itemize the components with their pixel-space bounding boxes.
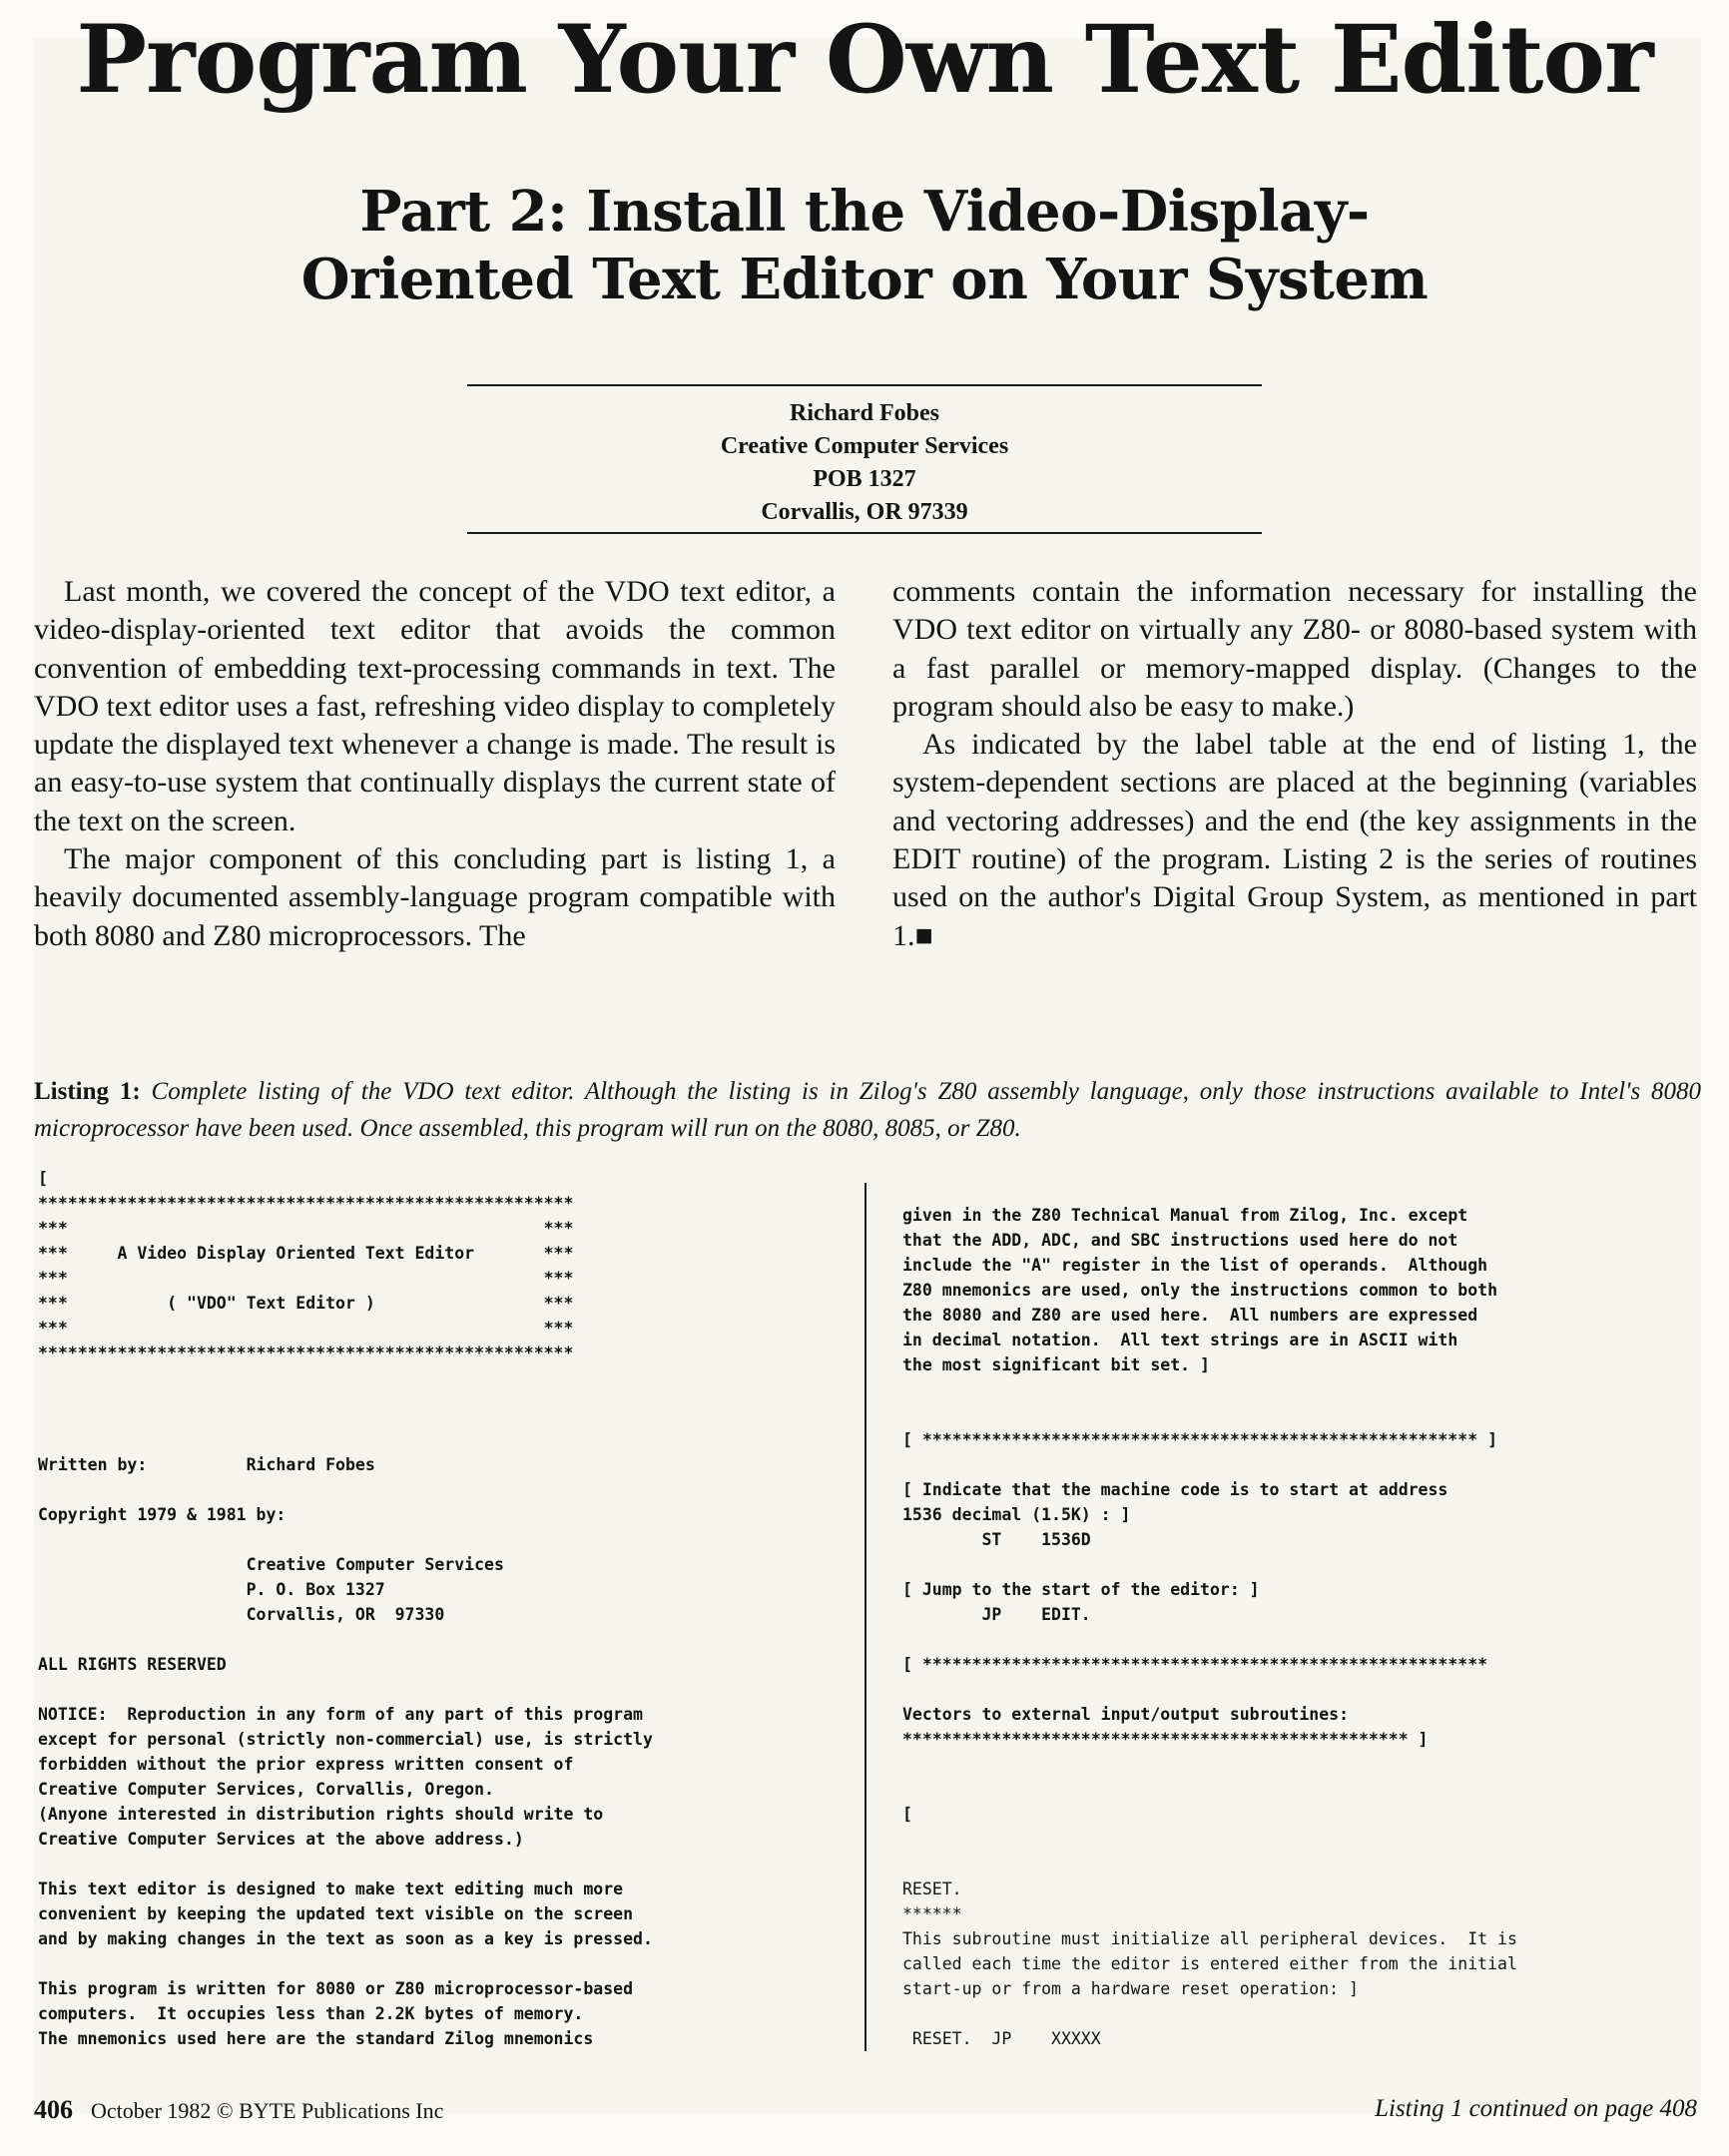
page-number: 406 — [34, 2095, 73, 2124]
article-title: Program Your Own Text Editor — [76, 5, 1653, 115]
body-paragraph: comments contain the information necessary for installing the VDO text editor on virtually any Z80- or 8080-based system with a fast parallel or memory-mapped display. (Changes to the program should also be easy to make.) — [892, 575, 1697, 723]
listing-caption — [34, 1073, 1701, 1147]
code-vectors: Vectors to external input/output subroutines: *************************************************** ] — [902, 1705, 1429, 1749]
bottom-rule — [467, 532, 1262, 534]
code-given: given in the Z80 Technical Manual from Zilog, Inc. except that the ADD, ADC, and SBC instructions used here do not include the "A" register in the list of operands. Although Z80 mnemonics are used, only the instructions common to both the 8080 and Z80 are used here. All numbers are expressed in decimal notation. All text strings are in ASCII with the most significant bit set. ] — [902, 1206, 1498, 1374]
body-paragraph: Last month, we covered the concept of the VDO text editor, a video-display-oriented text editor that avoids the common convention of embedding text-processing commands in text. The VDO text editor uses a fast, refreshing video display to completely update the displayed text whenever a change is made. The result is an easy-to-use system that continually displays the current state of the text on the screen. — [34, 575, 836, 837]
code-address: Creative Computer Services P. O. Box 1327 Corvallis, OR 97330 — [246, 1555, 504, 1624]
top-rule — [467, 384, 1262, 386]
code-bracket: [ — [902, 1805, 912, 1824]
code-jump: [ Jump to the start of the editor: ] JP EDIT. — [902, 1580, 1260, 1624]
footer-left — [34, 2096, 443, 2125]
subtitle-line-1: Part 2: Install the Video-Display- — [359, 179, 1370, 245]
code-design: This text editor is designed to make text editing much more convenient by keeping the updated text visible on the screen and by making changes in the text as soon as a key is pressed. — [38, 1880, 653, 1948]
code-copyright: Copyright 1979 & 1981 by: — [38, 1505, 287, 1524]
code-stars-1: [ ******************************************************** ] — [902, 1430, 1498, 1449]
author-name: Richard Fobes — [790, 400, 939, 426]
listing-divider — [864, 1183, 866, 2051]
code-program: This program is written for 8080 or Z80 microprocessor-based computers. It occupies less than 2.2K bytes of memory. The mnemonics used here are the standard Zilog mnemonics — [38, 1979, 634, 2048]
code-indicate: [ Indicate that the machine code is to start at address 1536 decimal (1.5K) : ] ST 1536D — [902, 1480, 1448, 1549]
body-right-column — [892, 573, 1697, 955]
subtitle-line-2: Oriented Text Editor on Your System — [300, 247, 1429, 312]
caption-text: Complete listing of the VDO text editor. Although the listing is in Zilog's Z80 assembly language, only those instructions available to Intel's 8080 microprocessor have been used. Once assembled, this program will run on the 8080, 8085, or Z80. — [34, 1078, 1701, 1142]
author-company: Creative Computer Services — [720, 433, 1009, 459]
end-mark-icon: ■ — [914, 918, 933, 952]
publication-info: October 1982 © BYTE Publications Inc — [91, 2098, 444, 2123]
code-header-box: [ ****************************************************** *** *** *** A Video Display Oriented Text Editor *** *** *** *** ( "VDO" Text Editor ) *** *** *** ****************************************************** — [38, 1169, 574, 1362]
author-block — [465, 397, 1264, 529]
code-reset: RESET. ****** This subroutine must initialize all peripheral devices. It is called each time the editor is entered either from the initial start-up or from a hardware reset operation: ] — [902, 1880, 1517, 1998]
code-stars-2: [ ********************************************************* — [902, 1655, 1488, 1674]
body-paragraph — [892, 726, 1697, 955]
code-rights: ALL RIGHTS RESERVED — [38, 1655, 227, 1674]
body-left-column — [34, 573, 836, 955]
body-paragraph: The major component of this concluding part is listing 1, a heavily documented assembly-language program compatible with both 8080 and Z80 microprocessors. The — [34, 842, 836, 952]
code-written-by: Written by: Richard Fobes — [38, 1455, 375, 1474]
body-text: As indicated by the label table at the end of listing 1, the system-dependent sections are placed at the beginning (variables and vectoring addresses) and the end (the key assignments in the EDIT routine) of the program. Listing 2 is the series of routines used on the author's Digital Group System, as mentioned in part 1. — [892, 728, 1697, 952]
author-city: Corvallis, OR 97339 — [761, 499, 968, 525]
code-notice: NOTICE: Reproduction in any form of any part of this program except for personal (strictly non-commercial) use, is strictly forbidden without the prior express written consent of Creative Computer Services, Corvallis, Oregon. (Anyone interested in distribution rights should write to Creative Computer Services at the above address.) — [38, 1705, 653, 1849]
continued-note: Listing 1 continued on page 408 — [1375, 2095, 1697, 2122]
article-subtitle — [0, 178, 1729, 313]
caption-label: Listing 1: — [34, 1078, 141, 1105]
author-pob: POB 1327 — [813, 466, 916, 492]
code-reset-jp: RESET. JP XXXXX — [902, 2029, 1101, 2048]
